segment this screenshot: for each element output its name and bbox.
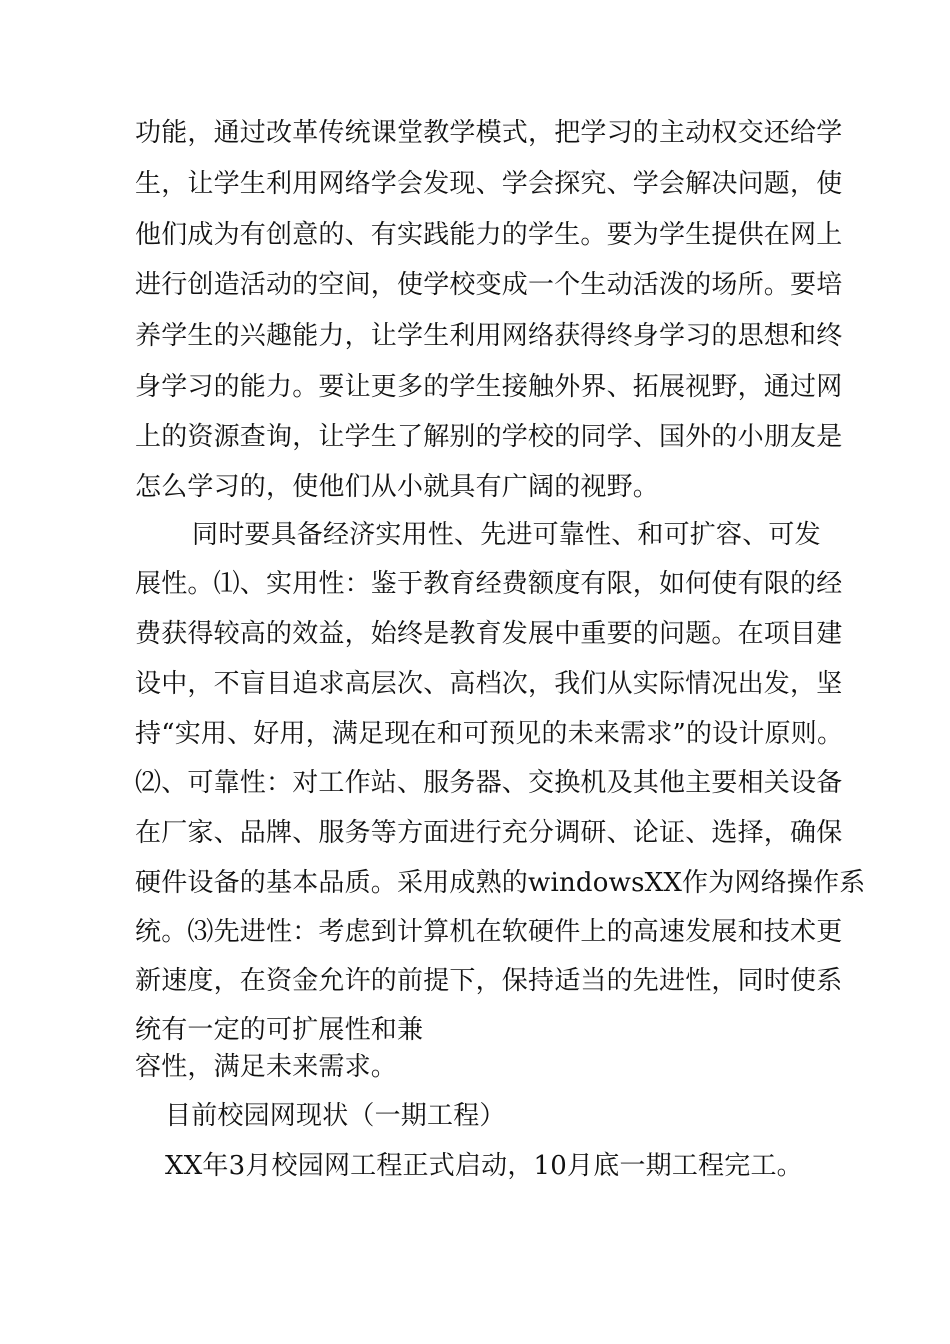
text-line-14: ⑵、可靠性：对工作站、服务器、交换机及其他主要相关设备 [135,768,843,798]
text-line-8: 怎么学习的，使他们从小就具有广阔的视野。 [135,472,660,502]
text-line-12: 设中，不盲目追求高层次、高档次，我们从实际情况出发，坚 [135,669,843,699]
text-line-10: 展性。⑴、实用性：鉴于教育经费额度有限，如何使有限的经 [135,569,843,599]
text-line-7: 上的资源查询，让学生了解别的学校的同学、国外的小朋友是 [135,422,843,452]
text-line-17: 统。⑶先进性：考虑到计算机在软硬件上的高速发展和技术更 [135,917,843,947]
text-line-11: 费获得较高的效益，始终是教育发展中重要的问题。在项目建 [135,619,843,649]
text-line-3: 他们成为有创意的、有实践能力的学生。要为学生提供在网上 [135,220,843,250]
text-line-16: 硬件设备的基本品质。采用成熟的windowsXX作为网络操作系 [135,868,866,898]
text-line-6: 身学习的能力。要让更多的学生接触外界、拓展视野，通过网 [135,372,843,402]
text-line-18: 新速度，在资金允许的前提下，保持适当的先进性，同时使系 [135,966,843,996]
text-line-22: XX年3月校园网工程正式启动，10月底一期工程完工。 [165,1151,803,1181]
text-line-15: 在厂家、品牌、服务等方面进行充分调研、论证、选择，确保 [135,818,843,848]
text-line-4: 进行创造活动的空间，使学校变成一个生动活泼的场所。要培 [135,270,843,300]
text-line-13: 持“实用、好用，满足现在和可预见的未来需求”的设计原则。 [135,719,844,749]
text-line-19: 统有一定的可扩展性和兼 [135,1015,424,1045]
text-line-1: 功能，通过改革传统课堂教学模式，把学习的主动权交还给学 [135,118,843,148]
text-line-9: 同时要具备经济实用性、先进可靠性、和可扩容、可发 [192,520,821,550]
section-heading: 目前校园网现状（一期工程） [165,1101,506,1131]
text-line-2: 生，让学生利用网络学会发现、学会探究、学会解决问题，使 [135,169,843,199]
text-line-20: 容性，满足未来需求。 [135,1052,398,1082]
text-line-5: 养学生的兴趣能力，让学生利用网络获得终身学习的思想和终 [135,321,843,351]
